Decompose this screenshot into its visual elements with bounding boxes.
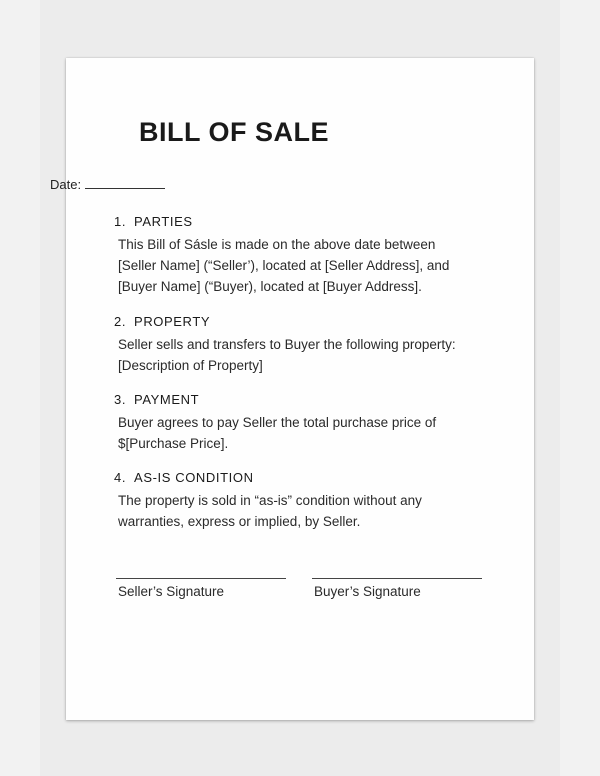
section-payment <box>114 391 494 454</box>
body-line: [Buyer Name] (“Buyer), located at [Buyer Address]. <box>118 279 422 294</box>
section-body <box>118 490 494 532</box>
document-title: BILL OF SALE <box>138 117 329 147</box>
seller-signature-line <box>116 578 286 579</box>
date-label: Date: <box>50 177 82 192</box>
section-body <box>118 234 494 297</box>
section-heading <box>114 313 494 331</box>
buyer-signature-label: Buyer’s Signature <box>314 584 421 599</box>
section-body <box>118 334 494 376</box>
section-number: 1. <box>114 214 127 229</box>
section-property <box>114 313 494 376</box>
section-parties <box>114 213 494 297</box>
section-title: AS-IS CONDITION <box>134 470 254 485</box>
section-heading <box>114 391 494 409</box>
section-heading <box>114 213 494 231</box>
body-line: [Seller Name] (“Seller’), located at [Seller Address], and <box>118 258 450 273</box>
section-heading <box>114 469 494 487</box>
buyer-signature-line <box>312 578 482 579</box>
seller-signature-block <box>116 578 286 601</box>
section-as-is-condition <box>114 469 494 532</box>
section-number: 2. <box>114 314 127 329</box>
body-line: This Bill of Sásle is made on the above date between <box>118 237 436 252</box>
seller-signature-label: Seller’s Signature <box>118 584 225 599</box>
section-title: PAYMENT <box>134 392 200 407</box>
section-title: PROPERTY <box>134 314 211 329</box>
body-line: warranties, express or implied, by Seller. <box>118 514 361 529</box>
date-blank-line <box>85 176 165 189</box>
document-page <box>66 58 534 720</box>
body-line: The property is sold in “as-is” condition without any <box>118 493 422 508</box>
section-body <box>118 412 494 454</box>
body-line: $[Purchase Price]. <box>118 436 229 451</box>
body-line: Buyer agrees to pay Seller the total purchase price of <box>118 415 437 430</box>
body-line: Seller sells and transfers to Buyer the following property: <box>118 337 456 352</box>
buyer-signature-block <box>312 578 482 601</box>
date-field <box>50 176 165 194</box>
section-number: 3. <box>114 392 127 407</box>
body-line: [Description of Property] <box>118 358 263 373</box>
section-number: 4. <box>114 470 127 485</box>
section-title: PARTIES <box>134 214 193 229</box>
